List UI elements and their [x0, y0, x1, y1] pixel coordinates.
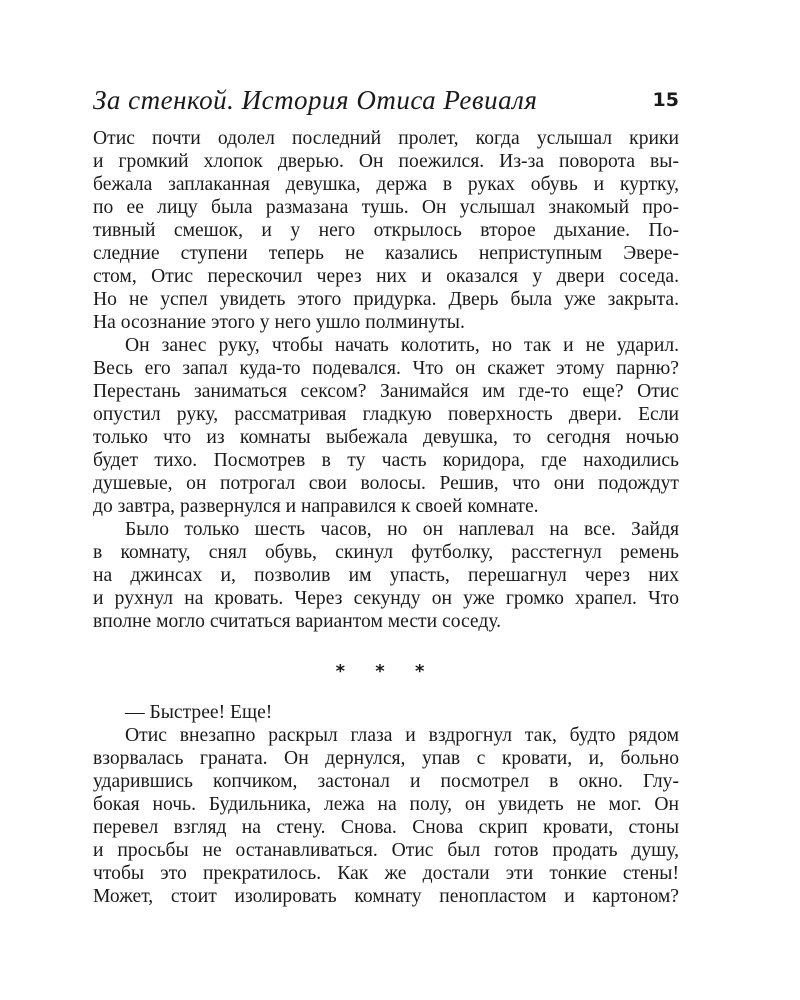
text-line: Было только шесть часов, но он наплевал на все. Зайдя: [125, 519, 679, 540]
text-line: бокая ночь. Будильника, лежа на полу, он увидеть не мог. Он: [93, 794, 679, 815]
text-line: на джинсах и, позволив им упасть, перешагнул через них: [93, 565, 679, 586]
text-line: следние ступени теперь не казались неприступным Эвере-: [93, 243, 679, 264]
text-line: Весь его запал куда-то подевался. Что он скажет этому парню?: [93, 358, 679, 379]
text-block-2: [93, 701, 679, 908]
text-line: стом, Отис перескочил через них и оказался у двери соседа.: [93, 266, 679, 287]
text-line: перевел взгляд на стену. Снова. Снова скрип кровати, стоны: [93, 817, 679, 838]
text-line: Но не успел увидеть этого придурка. Дверь была уже закрыта.: [93, 289, 679, 310]
text-line: опустил руку, рассматривая гладкую поверхность двери. Если: [93, 404, 679, 425]
page-number: 15: [652, 89, 679, 111]
text-line: бежала заплаканная девушка, держа в руках обувь и куртку,: [93, 174, 679, 195]
text-line: душевые, он потрогал свои волосы. Решив, что они подождут: [93, 473, 679, 494]
text-line: — Быстрее! Еще!: [125, 702, 273, 723]
text-line: взорвалась граната. Он дернулся, упав с кровати, и, больно: [93, 748, 679, 769]
text-line: ударившись копчиком, застонал и посмотрел в окно. Глу-: [93, 771, 679, 792]
running-title: За стенкой. История Отиса Ревиаля: [93, 85, 538, 115]
page-header: [93, 82, 679, 118]
text-line: и громкий хлопок дверью. Он поежился. Из-за поворота вы-: [93, 151, 679, 172]
section-separator: * * *: [335, 661, 437, 682]
text-block-1: [93, 127, 679, 633]
text-line: чтобы это прекратилось. Как же достали эти тонкие стены!: [93, 863, 679, 884]
text-line: тивный смешок, и у него открылось второе дыхание. По-: [93, 220, 679, 241]
text-line: Перестань заниматься сексом? Занимайся им где-то еще? Отис: [93, 381, 679, 402]
text-line: вполне могло считаться вариантом мести соседу.: [93, 611, 502, 632]
text-line: На осознание этого у него ушло полминуты.: [93, 312, 465, 333]
text-line: только что из комнаты выбежала девушка, то сегодня ночью: [93, 427, 679, 448]
text-line: Отис почти одолел последний пролет, когда услышал крики: [93, 128, 679, 149]
text-line: в комнату, снял обувь, скинул футболку, расстегнул ремень: [93, 542, 679, 563]
text-line: и просьбы не останавливаться. Отис был готов продать душу,: [93, 840, 679, 861]
text-line: будет тихо. Посмотрев в ту часть коридора, где находились: [93, 450, 679, 471]
text-line: до завтра, развернулся и направился к своей комнате.: [93, 496, 539, 517]
text-line: Отис внезапно раскрыл глаза и вздрогнул так, будто рядом: [125, 725, 679, 746]
text-line: по ее лицу была размазана тушь. Он услышал знакомый про-: [93, 197, 679, 218]
text-line: Может, стоит изолировать комнату пенопластом и картоном?: [93, 886, 679, 907]
text-line: Он занес руку, чтобы начать колотить, но так и не ударил.: [125, 335, 679, 356]
text-line: и рухнул на кровать. Через секунду он уже громко храпел. Что: [93, 588, 679, 609]
